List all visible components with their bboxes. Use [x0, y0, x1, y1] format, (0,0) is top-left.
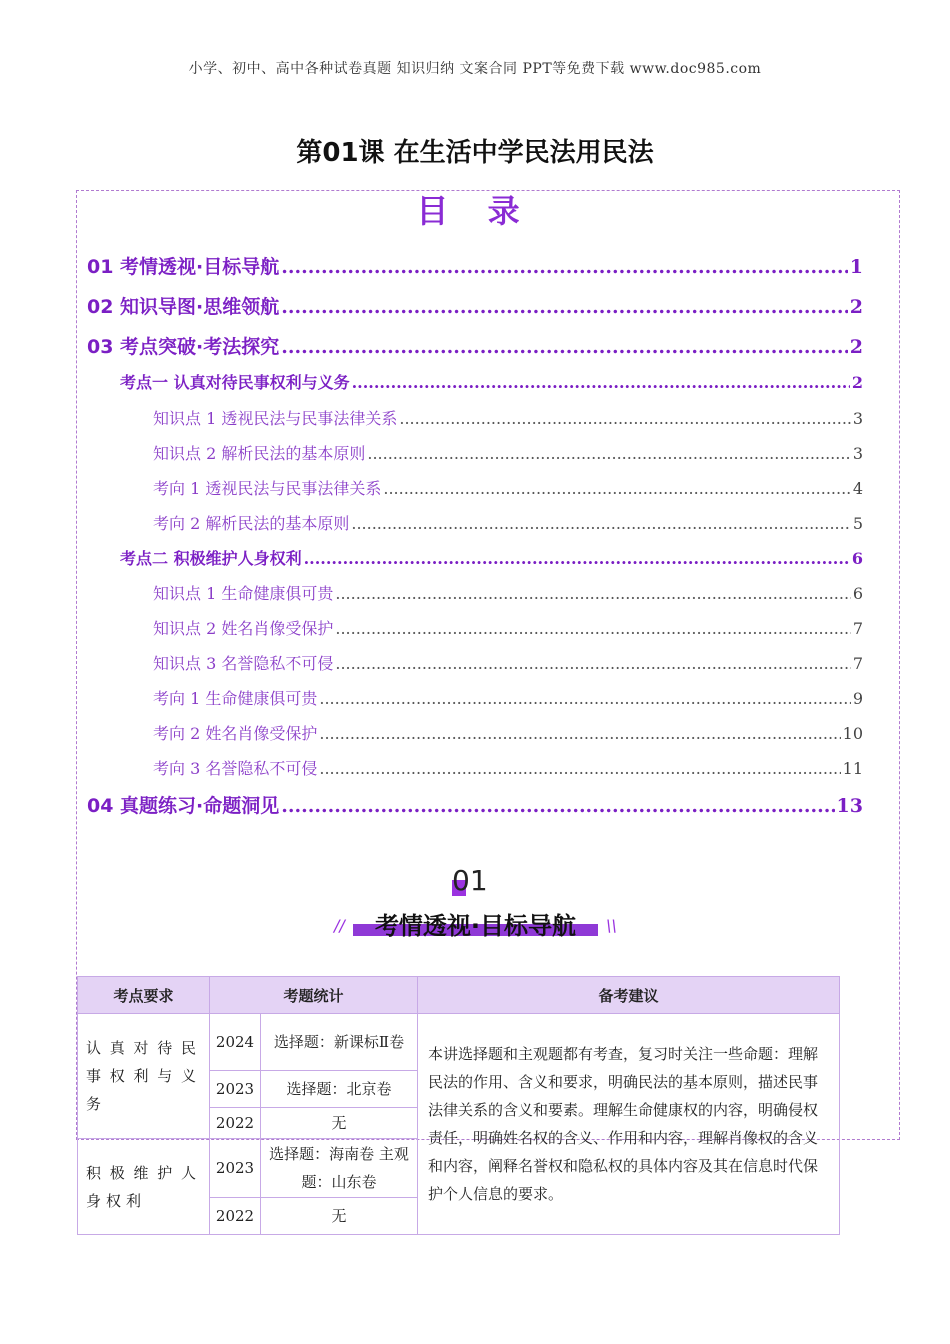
table-row	[78, 1014, 840, 1071]
question-type-cell: 无	[261, 1198, 418, 1235]
toc-entry-page: 5	[852, 514, 863, 533]
topic-cell: 积极维护人身权利	[78, 1139, 210, 1235]
toc-leader	[383, 479, 850, 498]
toc-entry-label: 考向 1 透视民法与民事法律关系	[153, 479, 382, 498]
toc-leader	[351, 514, 850, 533]
toc-entry-page: 1	[849, 256, 863, 278]
year-cell: 2024	[210, 1014, 261, 1071]
year-cell: 2022	[210, 1108, 261, 1139]
toc-entry-page: 6	[851, 549, 863, 568]
year-cell: 2023	[210, 1139, 261, 1198]
toc-entry-label: 知识点 2 解析民法的基本原则	[153, 444, 366, 463]
toc-entry-page: 13	[836, 795, 863, 817]
toc-entry[interactable]	[153, 721, 863, 744]
year-cell: 2023	[210, 1071, 261, 1108]
toc-leader	[335, 584, 850, 603]
question-type-cell: 无	[261, 1108, 418, 1139]
toc-leader	[335, 654, 850, 673]
toc-entry[interactable]	[153, 406, 863, 429]
decor-slash-left: //	[334, 916, 345, 935]
toc-entry[interactable]	[153, 476, 863, 499]
col-header-advice: 备考建议	[418, 977, 840, 1014]
toc-entry[interactable]	[153, 616, 863, 639]
toc-entry[interactable]	[87, 791, 863, 818]
toc-entry[interactable]	[120, 546, 863, 569]
toc-entry-label: 知识点 2 姓名肖像受保护	[153, 619, 334, 638]
toc-entry-label: 知识点 1 透视民法与民事法律关系	[153, 409, 398, 428]
toc-entry-label: 03 考点突破·考法探究	[87, 336, 280, 358]
site-header: 小学、初中、高中各种试卷真题 知识归纳 文案合同 PPT等免费下载 www.doc985.com	[188, 61, 762, 77]
toc-entry-page: 9	[852, 689, 863, 708]
question-type-cell: 选择题：海南卷 主观题：山东卷	[261, 1139, 418, 1198]
toc-leader	[304, 549, 850, 568]
toc-entry-page: 2	[851, 373, 863, 392]
table-header-row	[78, 977, 840, 1014]
toc-entry-page: 3	[852, 444, 863, 463]
toc-entry-label: 考点一 认真对待民事权利与义务	[120, 373, 350, 392]
year-cell: 2022	[210, 1198, 261, 1235]
decor-slash-right: \\	[606, 916, 617, 935]
toc-entry-page: 4	[852, 479, 863, 498]
toc-leader	[319, 759, 840, 778]
toc-entry-label: 考向 2 姓名肖像受保护	[153, 724, 318, 743]
toc-leader	[319, 724, 840, 743]
toc-entry-page: 7	[852, 654, 863, 673]
toc-entry[interactable]	[153, 686, 863, 709]
toc-entry[interactable]	[153, 511, 863, 534]
toc-entry-page: 11	[842, 759, 863, 778]
exam-analysis-table	[77, 976, 840, 1235]
section-banner	[349, 906, 602, 940]
topic-cell: 认真对待民事权利与义务	[78, 1014, 210, 1139]
toc-entry-label: 考向 3 名誉隐私不可侵	[153, 759, 318, 778]
section-number: 01	[452, 864, 488, 897]
toc-entry[interactable]	[153, 756, 863, 779]
toc-leader	[352, 373, 850, 392]
toc-entry-label: 考向 1 生命健康俱可贵	[153, 689, 318, 708]
toc-entry-label: 考点二 积极维护人身权利	[120, 549, 302, 568]
toc-entry[interactable]	[153, 441, 863, 464]
toc-entry-label: 知识点 1 生命健康俱可贵	[153, 584, 334, 603]
toc-leader	[335, 619, 850, 638]
toc-leader	[281, 256, 847, 278]
toc-leader	[281, 296, 847, 318]
toc-entry[interactable]	[87, 332, 863, 359]
toc-entry-label: 04 真题练习·命题洞见	[87, 795, 280, 817]
toc-heading: 目 录	[416, 192, 534, 230]
col-header-stats: 考题统计	[210, 977, 418, 1014]
question-type-cell: 选择题：新课标Ⅱ卷	[261, 1014, 418, 1071]
toc-entry-page: 10	[842, 724, 863, 743]
toc-entry-label: 知识点 3 名誉隐私不可侵	[153, 654, 334, 673]
section-title: 考情透视·目标导航	[374, 912, 577, 940]
toc-entry[interactable]	[87, 292, 863, 319]
toc-entry-page: 2	[849, 296, 863, 318]
col-header-topic: 考点要求	[78, 977, 210, 1014]
toc-entry-label: 02 知识导图·思维领航	[87, 296, 280, 318]
toc-entry-page: 2	[849, 336, 863, 358]
toc-leader	[367, 444, 850, 463]
toc-entry[interactable]	[153, 581, 863, 604]
toc-entry[interactable]	[153, 651, 863, 674]
toc-entry-label: 考向 2 解析民法的基本原则	[153, 514, 350, 533]
toc-entry-page: 6	[852, 584, 863, 603]
question-type-cell: 选择题：北京卷	[261, 1071, 418, 1108]
toc-entry[interactable]	[120, 370, 863, 393]
toc-entry-page: 7	[852, 619, 863, 638]
toc-entry-page: 3	[852, 409, 863, 428]
page-title: 第01课 在生活中学民法用民法	[296, 138, 654, 168]
toc-entry-label: 01 考情透视·目标导航	[87, 256, 280, 278]
toc-leader	[319, 689, 850, 708]
toc-leader	[281, 336, 847, 358]
toc-leader	[399, 409, 850, 428]
toc-entry[interactable]	[87, 252, 863, 279]
toc-leader	[281, 795, 834, 817]
advice-cell: 本讲选择题和主观题都有考查，复习时关注一些命题：理解民法的作用、含义和要求，明确民法的基本原则，描述民事法律关系的含义和要素。理解生命健康权的内容，明确侵权责任，明确姓名权的含义、作用和内容，理解肖像权的含义和内容，阐释名誉权和隐私权的具体内容及其在信息时代保护个人信息的要求。	[418, 1014, 840, 1235]
